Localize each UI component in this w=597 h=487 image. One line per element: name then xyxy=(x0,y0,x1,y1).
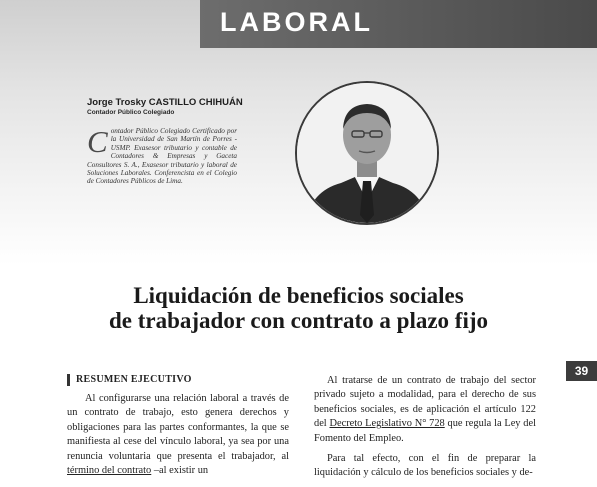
article-title-line-2: de trabajador con contrato a plazo fijo xyxy=(108,308,489,333)
author-block xyxy=(87,97,243,186)
right-column xyxy=(314,374,536,487)
section-title: LABORAL xyxy=(220,7,373,37)
left-column xyxy=(67,374,289,484)
right-paragraph-2: Para tal efecto, con el fin de preparar la liquidación y cálculo de los beneficios sociales y de- xyxy=(314,453,536,479)
bio-text: ontador Público Colegiado Certificado por la Universidad de San Martín de Porres - USMP. Exasesor tributario y contable de Contadores & Empresas y Gaceta Consultores S. A., Exasesor tributario y laboral de Soluciones Laborales. Conferencista en el Colegio de Contadores Públicos de Lima. xyxy=(87,127,237,186)
underlined-term: término del contrato xyxy=(67,465,152,477)
article-title-line-1: Liquidación de beneficios sociales xyxy=(133,283,464,308)
section-header-bar xyxy=(200,0,597,48)
author-name: Jorge Trosky CASTILLO CHIHUÁN xyxy=(87,97,243,108)
left-paragraph-1: Al configurarse una relación laboral a través de un contrato de trabajo, esto genera derechos y obligaciones para las partes conformantes, la que se manifiesta al cese del vínculo laboral, ya sea por una renuncia voluntaria que presenta el trabajador, al término del contrato –al existir un xyxy=(67,393,289,477)
executive-summary-heading: RESUMEN EJECUTIVO xyxy=(67,374,289,386)
author-portrait-icon xyxy=(297,83,437,223)
page-number-badge: 39 xyxy=(566,361,597,381)
author-bio xyxy=(87,124,237,186)
right-paragraph-1: Al tratarse de un contrato de trabajo del sector privado sujeto a modalidad, para el derecho de sus beneficios sociales, es de aplicación el artículo 122 del Decreto Legislativo N° 728 que regula la Ley del Fomento del Empleo. xyxy=(314,375,536,444)
underlined-law-reference: Decreto Legislativo N° 728 xyxy=(329,418,445,430)
author-photo xyxy=(295,81,439,225)
bio-drop-cap: C xyxy=(87,124,108,159)
author-role: Contador Público Colegiado xyxy=(87,109,175,116)
article-title xyxy=(0,283,597,333)
